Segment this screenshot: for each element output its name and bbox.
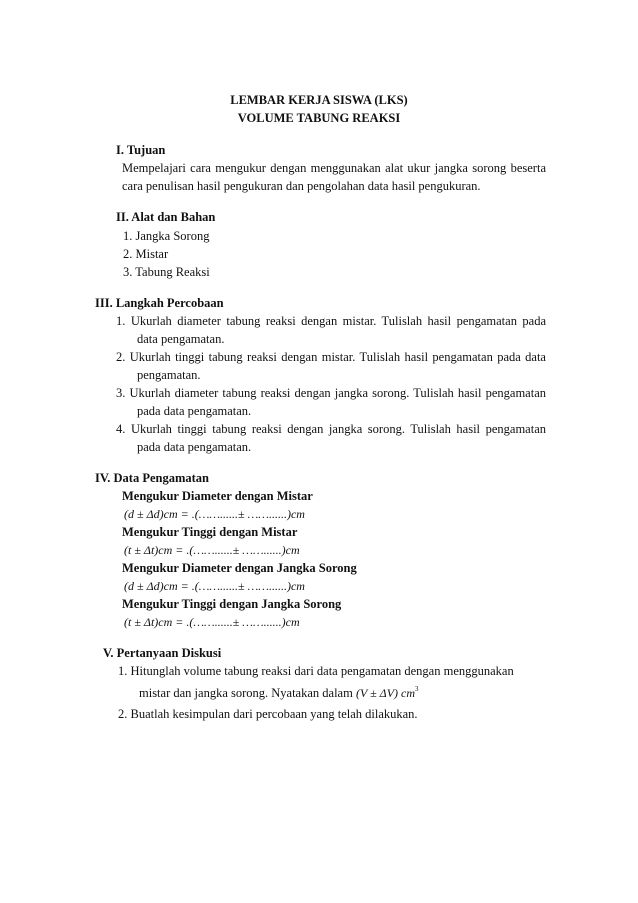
worksheet-title: LEMBAR KERJA SISWA (LKS) [230,93,408,107]
langkah-step: pengamatan. [137,368,201,382]
alat-item: 1. Jangka Sorong [123,229,210,243]
langkah-step: data pengamatan. [137,332,225,346]
langkah-step: 3. Ukurlah diameter tabung reaksi dengan jangka sorong. Tulislah hasil pengamatan [116,386,546,400]
alat-item: 3. Tabung Reaksi [123,265,210,279]
section-alat-heading: II. Alat dan Bahan [116,210,216,224]
section-langkah-heading: III. Langkah Percobaan [95,296,224,310]
diskusi-question-text: mistar dan jangka sorong. Nyatakan dalam [139,686,353,700]
langkah-step: pada data pengamatan. [137,440,252,454]
data-equation: (t ± Δt)cm = .(……......± ……......)cm [124,615,300,629]
section-data-heading: IV. Data Pengamatan [95,471,210,485]
cubic-exponent: 3 [415,685,419,693]
alat-item: 2. Mistar [123,247,169,261]
diskusi-question: 2. Buatlah kesimpulan dari percobaan yang telah dilakukan. [118,707,418,721]
tujuan-line: Mempelajari cara mengukur dengan menggunakan alat ukur jangka sorong beserta [122,161,546,175]
data-subheading: Mengukur Diameter dengan Jangka Sorong [122,561,357,575]
data-equation: (d ± Δd)cm = .(……......± ……......)cm [124,507,305,521]
langkah-step: pada data pengamatan. [137,404,252,418]
langkah-step: 1. Ukurlah diameter tabung reaksi dengan mistar. Tulislah hasil pengamatan pada [116,314,546,328]
diskusi-question-cont [139,686,419,701]
tujuan-line: cara penulisan hasil pengukuran dan pengolahan data hasil pengukuran. [122,179,481,193]
diskusi-question: 1. Hitunglah volume tabung reaksi dari data pengamatan dengan menggunakan [118,664,514,678]
worksheet-subtitle: VOLUME TABUNG REAKSI [237,111,401,125]
data-equation: (d ± Δd)cm = .(……......± ……......)cm [124,579,305,593]
data-subheading: Mengukur Diameter dengan Mistar [122,489,313,503]
data-subheading: Mengukur Tinggi dengan Jangka Sorong [122,597,342,611]
data-subheading: Mengukur Tinggi dengan Mistar [122,525,298,539]
section-diskusi-heading: V. Pertanyaan Diskusi [103,646,222,660]
langkah-step: 4. Ukurlah tinggi tabung reaksi dengan jangka sorong. Tulislah hasil pengamatan [116,422,546,436]
data-equation: (t ± Δt)cm = .(……......± ……......)cm [124,543,300,557]
volume-formula: (V ± ΔV) cm [355,686,416,700]
section-tujuan-heading: I. Tujuan [116,143,166,157]
langkah-step: 2. Ukurlah tinggi tabung reaksi dengan mistar. Tulislah hasil pengamatan pada data [116,350,546,364]
